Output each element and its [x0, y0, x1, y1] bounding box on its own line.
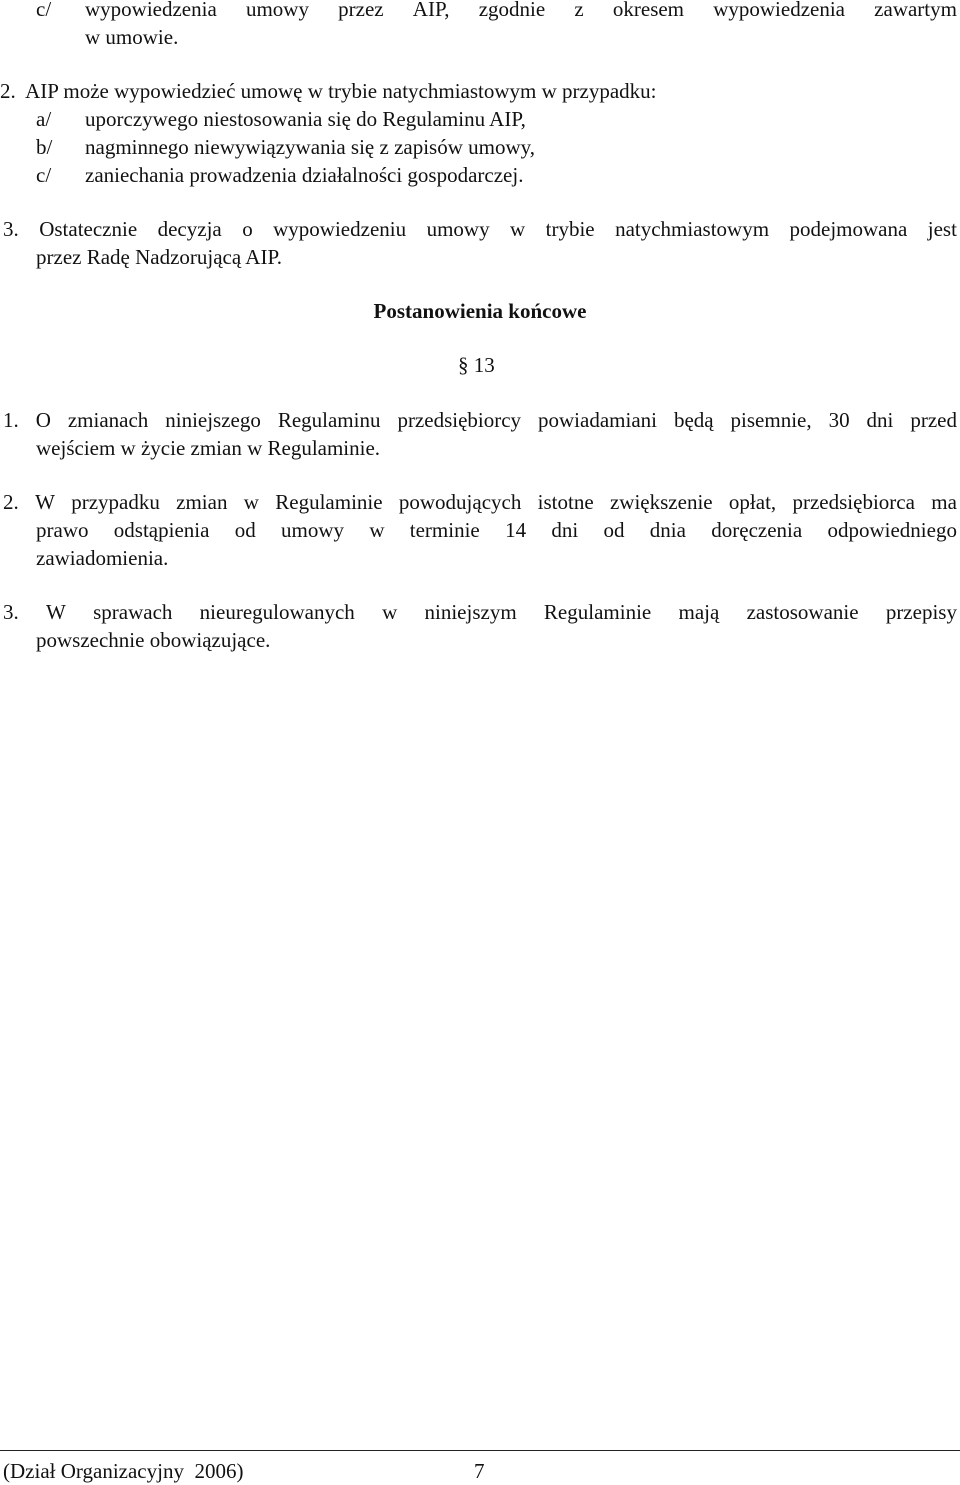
- justified-line: [85, 0, 957, 23]
- word: W: [46, 600, 66, 624]
- word: umowy: [245, 0, 309, 21]
- word: nieuregulowanych: [199, 600, 355, 624]
- footer-divider: [0, 1450, 960, 1451]
- word: 14: [505, 518, 527, 542]
- word: niniejszym: [424, 600, 517, 624]
- word: W: [35, 490, 55, 514]
- word: istotne: [537, 490, 594, 514]
- word: dni: [866, 408, 894, 432]
- list-marker: c/: [36, 0, 52, 21]
- word: 2.: [3, 490, 19, 514]
- word: wypowiedzenia: [85, 0, 217, 21]
- word: przed: [910, 408, 957, 432]
- list-item-text: uporczywego niestosowania się do Regulaminu AIP,: [85, 107, 526, 131]
- word: odpowiedniego: [827, 518, 957, 542]
- word: 3.: [3, 217, 19, 241]
- list-item-text: zaniechania prowadzenia działalności gospodarczej.: [85, 163, 524, 187]
- justified-line: [3, 488, 957, 516]
- word: natychmiastowym: [615, 217, 770, 241]
- text-line: przez Radę Nadzorującą AIP.: [36, 245, 283, 269]
- word: w: [369, 518, 385, 542]
- word: będą: [673, 408, 714, 432]
- word: zmianach: [67, 408, 149, 432]
- word: dni: [551, 518, 579, 542]
- word: O: [35, 408, 51, 432]
- word: powodujących: [398, 490, 522, 514]
- paragraph-intro: 2. AIP może wypowiedzieć umowę w trybie natychmiastowym w przypadku:: [0, 79, 657, 103]
- word: zgodnie: [478, 0, 546, 21]
- word: Ostatecznie: [39, 217, 138, 241]
- word: trybie: [545, 217, 595, 241]
- word: z: [574, 0, 584, 21]
- word: zmian: [176, 490, 228, 514]
- word: przepisy: [885, 600, 957, 624]
- word: AIP,: [412, 0, 450, 21]
- list-marker: c/: [36, 163, 52, 187]
- word: przedsiębiorcy: [397, 408, 522, 432]
- word: o: [242, 217, 253, 241]
- justified-line: [3, 598, 957, 626]
- word: od: [234, 518, 256, 542]
- word: przez: [338, 0, 384, 21]
- word: powiadamiani: [538, 408, 657, 432]
- word: przedsiębiorca: [792, 490, 915, 514]
- word: w: [510, 217, 526, 241]
- word: doręczenia: [711, 518, 803, 542]
- list-marker: b/: [36, 135, 53, 159]
- justified-line: [3, 215, 957, 243]
- page-number: 7: [474, 1459, 485, 1483]
- word: Regulaminu: [277, 408, 381, 432]
- word: Regulaminie: [275, 490, 383, 514]
- word: niniejszego: [165, 408, 261, 432]
- word: 1.: [3, 408, 19, 432]
- word: dnia: [649, 518, 686, 542]
- word: jest: [927, 217, 957, 241]
- list-marker: a/: [36, 107, 52, 131]
- word: zawartym: [874, 0, 957, 21]
- word: opłat,: [728, 490, 777, 514]
- list-item-text: nagminnego niewywiązywania się z zapisów umowy,: [85, 135, 536, 159]
- text-line: powszechnie obowiązujące.: [36, 628, 271, 652]
- word: w: [243, 490, 259, 514]
- word: prawo: [36, 518, 89, 542]
- footer-label: (Dział Organizacyjny 2006): [3, 1459, 244, 1483]
- word: umowy: [281, 518, 345, 542]
- text-line: w umowie.: [85, 25, 179, 49]
- word: 3.: [3, 600, 19, 624]
- word: zwiększenie: [609, 490, 713, 514]
- word: podejmowana: [789, 217, 908, 241]
- justified-line: [3, 406, 957, 434]
- word: umowy: [426, 217, 490, 241]
- section-heading: Postanowienia końcowe: [373, 299, 587, 323]
- paragraph-number: § 13: [458, 353, 495, 377]
- word: odstąpienia: [113, 518, 210, 542]
- word: mają: [678, 600, 720, 624]
- word: okresem: [612, 0, 685, 21]
- word: od: [603, 518, 625, 542]
- word: 30: [828, 408, 850, 432]
- word: wypowiedzenia: [713, 0, 845, 21]
- word: ma: [931, 490, 957, 514]
- word: sprawach: [93, 600, 173, 624]
- word: przypadku: [71, 490, 160, 514]
- text-line: wejściem w życie zmian w Regulaminie.: [36, 436, 381, 460]
- justified-line: [36, 516, 957, 544]
- word: pisemnie,: [730, 408, 812, 432]
- word: Regulaminie: [543, 600, 652, 624]
- word: decyzja: [157, 217, 222, 241]
- word: wypowiedzeniu: [273, 217, 407, 241]
- word: zastosowanie: [746, 600, 859, 624]
- text-line: zawiadomienia.: [36, 546, 169, 570]
- word: terminie: [409, 518, 480, 542]
- word: w: [382, 600, 398, 624]
